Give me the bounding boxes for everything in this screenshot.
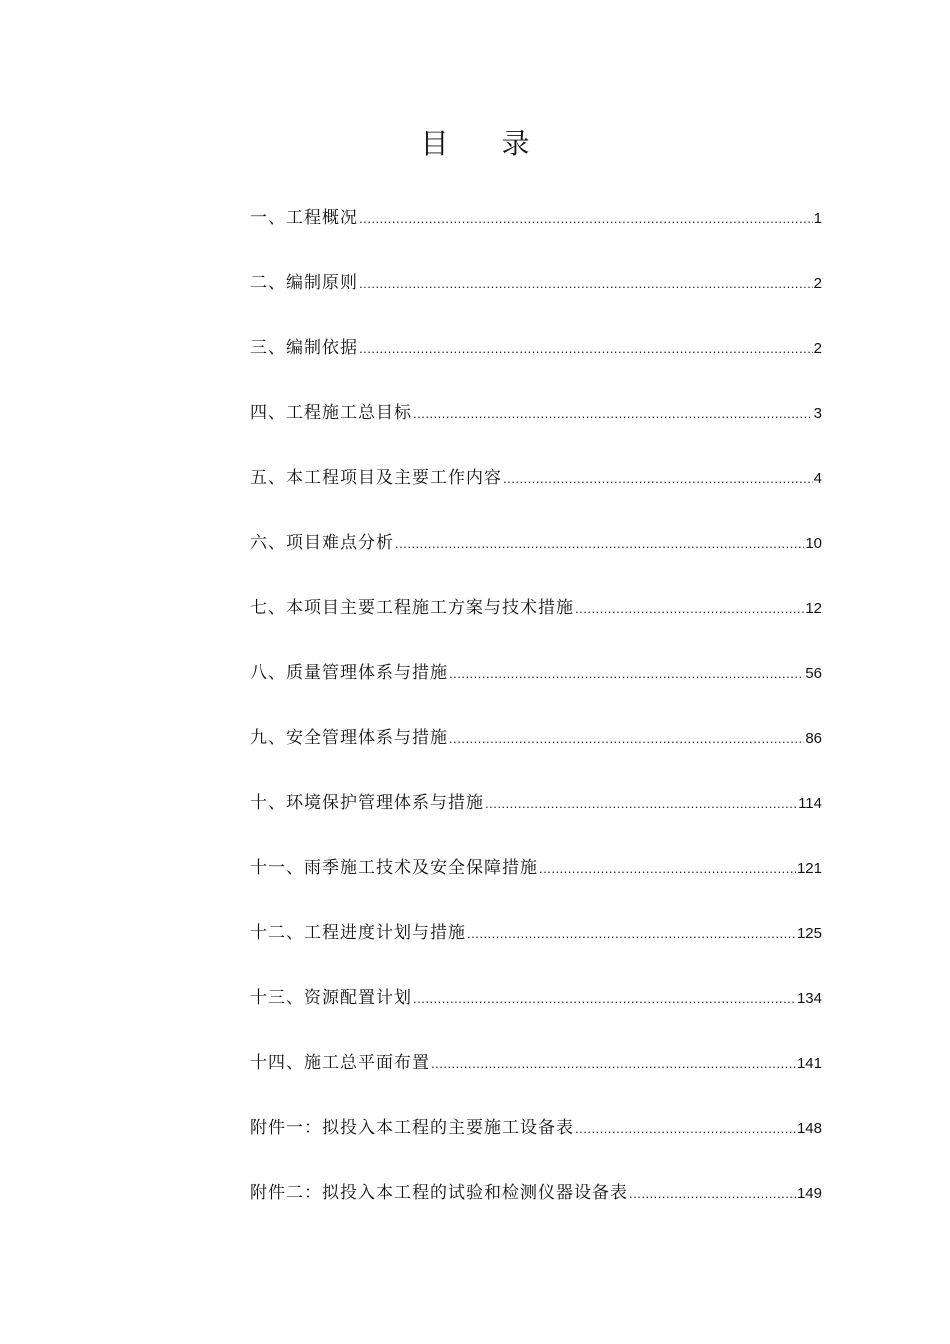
toc-dot-leader — [413, 977, 796, 1021]
toc-entry-label: 七、本项目主要工程施工方案与技术措施 — [250, 598, 574, 618]
toc-entry[interactable] — [250, 586, 822, 651]
toc-entry-page-number: 10 — [805, 535, 822, 552]
toc-entry[interactable] — [250, 846, 822, 911]
toc-entry-label: 附件一：拟投入本工程的主要施工设备表 — [250, 1118, 574, 1138]
toc-entry[interactable] — [250, 261, 822, 326]
toc-dot-leader — [629, 1172, 796, 1216]
toc-entry-label: 二、编制原则 — [250, 273, 358, 293]
toc-entry-page-number: 3 — [813, 405, 822, 422]
toc-dot-leader — [359, 197, 813, 241]
toc-dot-leader — [503, 457, 813, 501]
toc-entry-page-number: 12 — [805, 600, 822, 617]
toc-entry[interactable] — [250, 716, 822, 781]
toc-entry-label: 十二、工程进度计划与措施 — [250, 923, 466, 943]
toc-dot-leader — [449, 652, 804, 696]
toc-entry-page-number: 148 — [796, 1120, 822, 1137]
toc-entry[interactable] — [250, 196, 822, 261]
toc-entry[interactable] — [250, 1171, 822, 1236]
toc-entry-label: 五、本工程项目及主要工作内容 — [250, 468, 502, 488]
toc-dot-leader — [395, 522, 804, 566]
toc-entry-label: 三、编制依据 — [250, 338, 358, 358]
toc-entry-page-number: 4 — [813, 470, 822, 487]
toc-entry-page-number: 149 — [796, 1185, 822, 1202]
toc-entry[interactable] — [250, 456, 822, 521]
table-of-contents — [250, 196, 822, 1236]
toc-entry-page-number: 141 — [796, 1055, 822, 1072]
toc-entry[interactable] — [250, 391, 822, 456]
toc-entry-page-number: 86 — [805, 730, 822, 747]
toc-entry[interactable] — [250, 1041, 822, 1106]
toc-entry-label: 十四、施工总平面布置 — [250, 1053, 430, 1073]
toc-dot-leader — [539, 847, 796, 891]
toc-dot-leader — [485, 782, 797, 826]
toc-dot-leader — [359, 327, 813, 371]
toc-entry-label: 六、项目难点分析 — [250, 533, 394, 553]
toc-dot-leader — [431, 1042, 796, 1086]
toc-dot-leader — [359, 262, 813, 306]
toc-entry-label: 四、工程施工总目标 — [250, 403, 412, 423]
toc-entry[interactable] — [250, 976, 822, 1041]
toc-dot-leader — [575, 1107, 796, 1151]
toc-title: 目 录 — [420, 127, 552, 160]
toc-entry-page-number: 2 — [813, 275, 822, 292]
toc-entry-label: 十一、雨季施工技术及安全保障措施 — [250, 858, 538, 878]
toc-dot-leader — [467, 912, 796, 956]
toc-entry-page-number: 2 — [813, 340, 822, 357]
toc-dot-leader — [413, 392, 813, 436]
toc-entry-label: 附件二：拟投入本工程的试验和检测仪器设备表 — [250, 1183, 628, 1203]
toc-entry[interactable] — [250, 781, 822, 846]
toc-entry-page-number: 134 — [796, 990, 822, 1007]
toc-entry-label: 九、安全管理体系与措施 — [250, 728, 448, 748]
toc-entry-page-number: 114 — [798, 795, 822, 812]
toc-entry-label: 十、环境保护管理体系与措施 — [250, 793, 484, 813]
toc-entry-page-number: 56 — [805, 665, 822, 682]
toc-entry[interactable] — [250, 911, 822, 976]
toc-dot-leader — [449, 717, 804, 761]
toc-entry[interactable] — [250, 521, 822, 586]
toc-entry-label: 八、质量管理体系与措施 — [250, 663, 448, 683]
toc-entry[interactable] — [250, 651, 822, 716]
toc-entry-page-number: 1 — [813, 210, 822, 227]
toc-entry[interactable] — [250, 1106, 822, 1171]
toc-entry-label: 十三、资源配置计划 — [250, 988, 412, 1008]
toc-entry-label: 一、工程概况 — [250, 208, 358, 228]
toc-entry[interactable] — [250, 326, 822, 391]
toc-entry-page-number: 121 — [796, 860, 822, 877]
toc-entry-page-number: 125 — [796, 925, 822, 942]
toc-dot-leader — [575, 587, 804, 631]
